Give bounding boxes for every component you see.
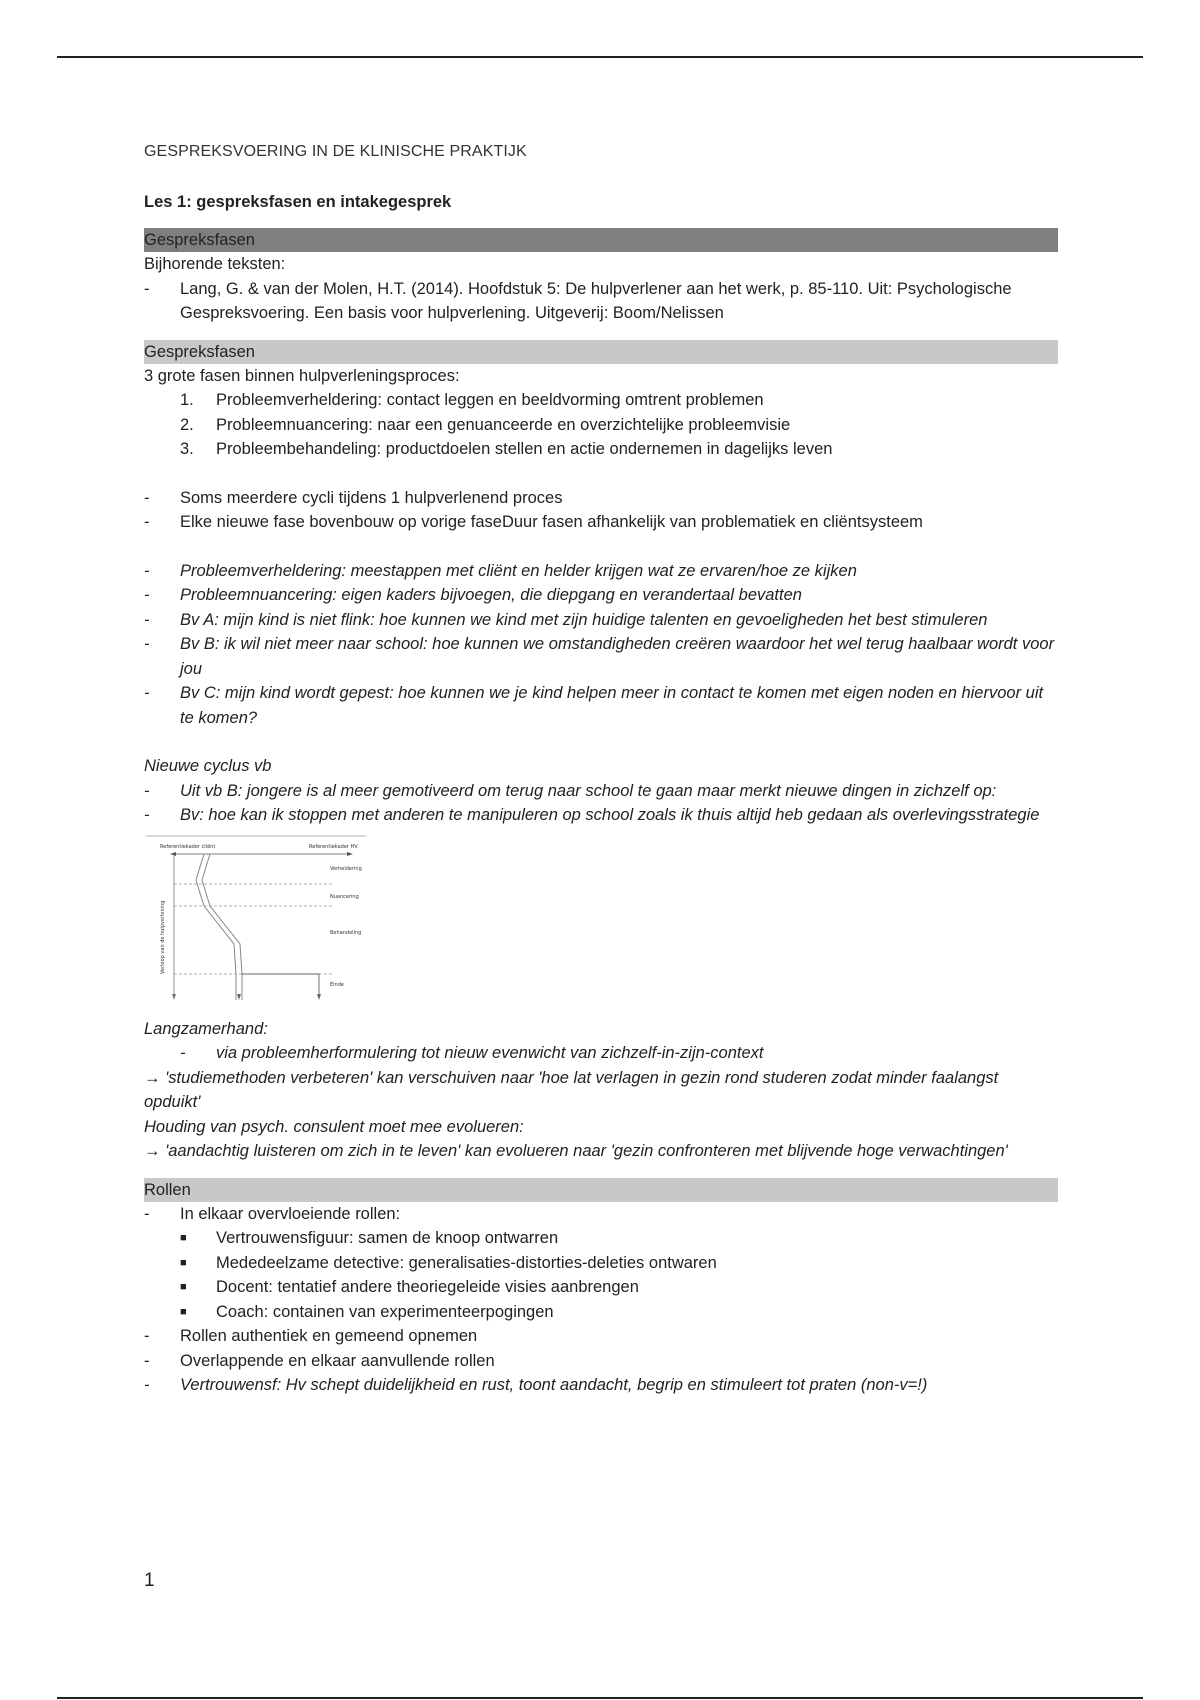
list-item	[144, 486, 1058, 511]
item-text: Vertrouwensfiguur: samen de knoop ontwarren	[216, 1229, 559, 1247]
numbered-item	[144, 437, 1058, 462]
item-text: Bv A: mijn kind is niet flink: hoe kunnen we kind met zijn huidige talenten en gevoeligheden het best stimuleren	[180, 610, 988, 629]
item-number: 2.	[180, 415, 194, 434]
list-item	[144, 803, 1058, 828]
role-item	[144, 1226, 1058, 1251]
bullet-marker: -	[144, 488, 150, 507]
role-item	[144, 1275, 1058, 1300]
example-line	[144, 1139, 1058, 1164]
bullet-marker: -	[144, 1376, 150, 1394]
bullet-marker: -	[144, 1204, 150, 1223]
bullet-marker: -	[144, 279, 150, 298]
arrow-icon: →	[144, 1142, 161, 1160]
item-text: Soms meerdere cycli tijdens 1 hulpverlenend proces	[180, 488, 563, 507]
phase-diagram	[144, 834, 370, 1004]
bottom-rule	[57, 1697, 1143, 1699]
bullet-marker: -	[144, 610, 150, 629]
item-text: Bv C: mijn kind wordt gepest: hoe kunnen we je kind helpen meer in contact te komen met eigen noden en hiervoor uit te komen?	[180, 684, 1044, 727]
item-text: Probleemnuancering: naar een genuanceerde en overzichtelijke probleemvisie	[216, 415, 791, 434]
list-item	[144, 583, 1058, 608]
diagram-label-client: Referentiekader cliënt	[160, 843, 216, 850]
square-bullet-icon: ■	[180, 1305, 187, 1318]
bullet-marker: -	[144, 1327, 150, 1345]
item-number: 1.	[180, 391, 194, 409]
item-text: Coach: containen van experimenteerpogingen	[216, 1302, 554, 1321]
list-item	[144, 1349, 1058, 1374]
square-bullet-icon: ■	[180, 1256, 187, 1269]
bullet-marker: -	[144, 1351, 150, 1370]
gradually-heading: Langzamerhand:	[144, 1019, 268, 1038]
top-rule	[57, 56, 1143, 58]
square-bullet-icon: ■	[180, 1281, 187, 1293]
arrow-icon: →	[144, 1068, 161, 1087]
reference-text: Lang, G. & van der Molen, H.T. (2014). Hoofdstuk 5: De hulpverlener aan het werk, p. 85-110. Uit: Psychologische Gespreksvoering. Een basis voor hulpverlening. Uitgeverij: Boom/Nelissen	[180, 279, 1012, 322]
example-line	[144, 1066, 1058, 1115]
numbered-item	[144, 413, 1058, 438]
section-heading-gespreksfasen: Gespreksfasen	[144, 228, 1058, 252]
bullet-marker: -	[144, 806, 150, 824]
example-text: 'aandachtig luisteren om zich in te leven' kan evolueren naar 'gezin confronteren met blijvende hoge verwachtingen'	[165, 1142, 1008, 1160]
bullet-marker: -	[144, 781, 150, 800]
item-text: Probleemverheldering: contact leggen en beeldvorming omtrent problemen	[216, 391, 764, 409]
item-text: Probleembehandeling: productdoelen stellen en actie ondernemen in dagelijks leven	[216, 440, 833, 458]
item-text: Bv B: ik wil niet meer naar school: hoe kunnen we omstandigheden creëren waardoor het wel terug haalbaar wordt voor jou	[180, 635, 1055, 678]
phase-label: Nuancering	[330, 893, 359, 900]
numbered-item	[144, 388, 1058, 413]
example-text: 'studiemethoden verbeteren' kan verschuiven naar 'hoe lat verlagen in gezin rond studeren zodat minder faalangst opduikt'	[144, 1068, 999, 1111]
list-item	[144, 779, 1058, 804]
list-item	[144, 559, 1058, 584]
section-heading-gespreksfasen-2: Gespreksfasen	[144, 340, 1058, 364]
bullet-marker: -	[144, 586, 150, 604]
lesson-title: Les 1: gespreksfasen en intakegesprek	[144, 193, 452, 211]
item-text: Probleemnuancering: eigen kaders bijvoegen, die diepgang en verandertaal bevatten	[180, 586, 802, 604]
attitude-line: Houding van psych. consulent moet mee evolueren:	[144, 1117, 524, 1136]
document-title: GESPREKSVOERING IN DE KLINISCHE PRAKTIJK	[144, 143, 527, 160]
item-text: Vertrouwensf: Hv schept duidelijkheid en rust, toont aandacht, begrip en stimuleert tot praten (non-v=!)	[180, 1376, 928, 1394]
section-intro: 3 grote fasen binnen hulpverleningsproces:	[144, 366, 460, 385]
phase-label: Einde	[330, 981, 344, 988]
item-text: Overlappende en elkaar aanvullende rollen	[180, 1351, 495, 1370]
list-item	[144, 1373, 1058, 1398]
item-text: Bv: hoe kan ik stoppen met anderen te manipuleren op school zoals ik thuis altijd heb gedaan als overlevingsstrategie	[180, 806, 1040, 824]
phase-label: Verheldering	[330, 865, 362, 872]
cycle-heading: Nieuwe cyclus vb	[144, 757, 272, 775]
item-number: 3.	[180, 440, 194, 458]
list-item	[144, 608, 1058, 633]
bullet-marker: -	[144, 684, 150, 702]
list-item	[144, 1324, 1058, 1349]
item-text: Probleemverheldering: meestappen met cliënt en helder krijgen wat ze ervaren/hoe ze kijken	[180, 561, 857, 580]
item-text: In elkaar overvloeiende rollen:	[180, 1204, 401, 1223]
list-item	[144, 1202, 1058, 1227]
section-intro: Bijhorende teksten:	[144, 255, 286, 273]
role-item	[144, 1300, 1058, 1325]
square-bullet-icon: ■	[180, 1232, 187, 1244]
item-text: Mededeelzame detective: generalisaties-distorties-deleties ontwaren	[216, 1253, 717, 1272]
list-item	[144, 277, 1058, 326]
item-text: via probleemherformulering tot nieuw evenwicht van zichzelf-in-zijn-context	[216, 1044, 764, 1062]
list-item	[144, 510, 1058, 535]
section-heading-rollen: Rollen	[144, 1178, 1058, 1202]
list-item	[144, 632, 1058, 681]
list-item	[144, 681, 1058, 730]
item-text: Elke nieuwe fase bovenbouw op vorige faseDuur fasen afhankelijk van problematiek en cliëntsysteem	[180, 513, 923, 531]
bullet-marker: -	[144, 635, 150, 653]
diagram-axis-label: Verloop van de hulpverlening	[160, 900, 166, 974]
item-text: Uit vb B: jongere is al meer gemotiveerd om terug naar school te gaan maar merkt nieuwe dingen in zichzelf op:	[180, 781, 997, 800]
page-number: 1	[144, 1570, 155, 1591]
item-text: Rollen authentiek en gemeend opnemen	[180, 1327, 478, 1345]
document-body	[144, 140, 1058, 1398]
diagram-label-hv: Referentiekader HV	[309, 843, 358, 850]
phase-label: Behandeling	[330, 929, 362, 936]
item-text: Docent: tentatief andere theoriegeleide visies aanbrengen	[216, 1278, 639, 1296]
list-item	[144, 1041, 1058, 1066]
bullet-marker: -	[144, 513, 150, 531]
bullet-marker: -	[180, 1044, 186, 1062]
bullet-marker: -	[144, 561, 150, 580]
role-item	[144, 1251, 1058, 1276]
